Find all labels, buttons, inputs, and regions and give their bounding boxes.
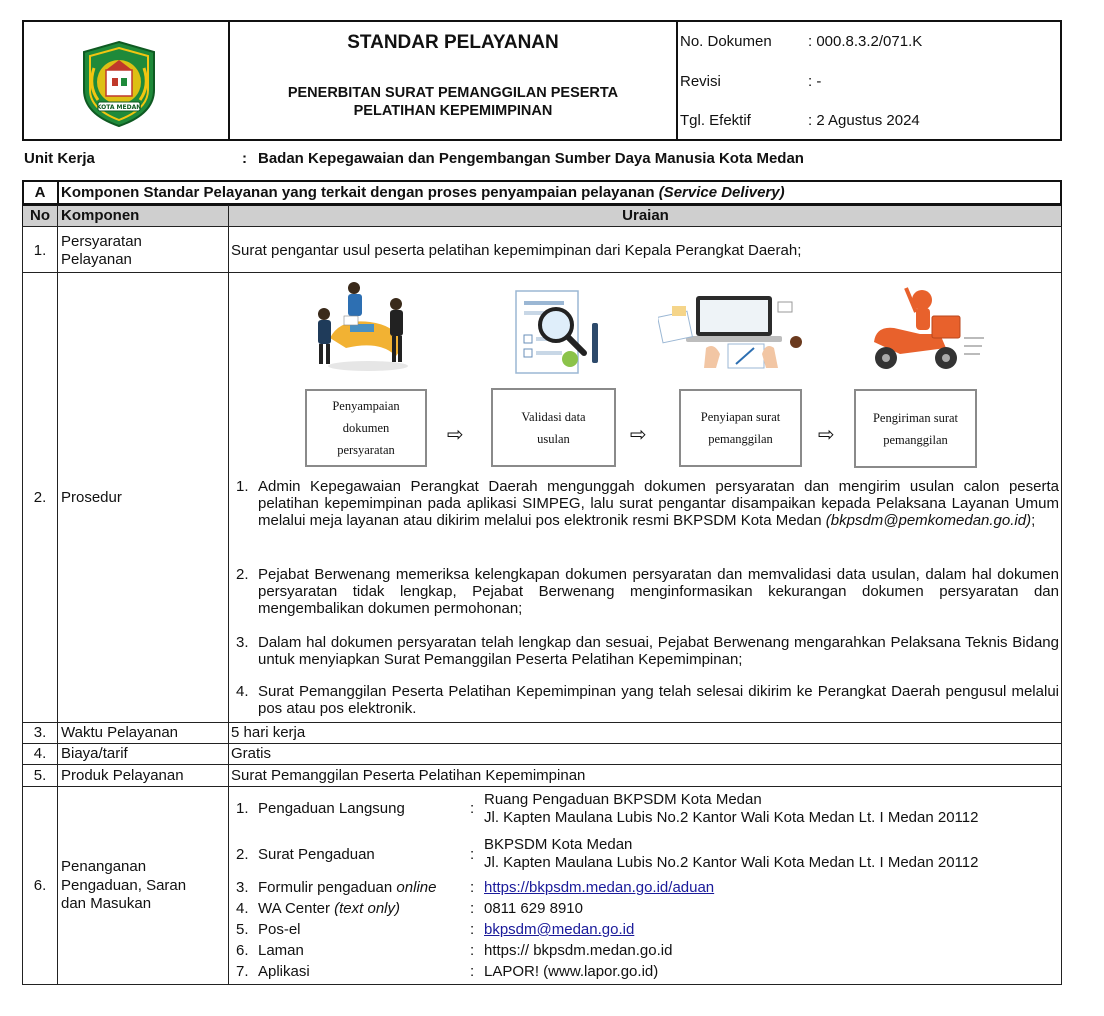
row2-no: 2. — [33, 489, 47, 506]
logo-banner-text: KOTA MEDAN — [96, 104, 142, 111]
step-4-text: Surat Pemanggilan Peserta Pelatihan Kepemimpinan yang telah selesai dikirim ke Perangkat Daerah pengusul melalui pos atau pos elektronik. — [258, 683, 1059, 717]
channel-3-colon: : — [470, 879, 475, 896]
flow-arrow-icon: ⇨ — [447, 422, 464, 446]
flow-arrow-icon: ⇨ — [818, 422, 835, 446]
step-1-number: 1. — [236, 478, 249, 495]
delivery-scooter-illustration — [860, 278, 988, 382]
channel-3-number: 3. — [236, 879, 249, 896]
lapor-app: LAPOR! (www.lapor.go.id) — [484, 963, 659, 980]
channel-6-number: 6. — [236, 942, 249, 959]
channel-5-number: 5. — [236, 921, 249, 938]
row-line-2 — [22, 722, 1062, 723]
row5-komponen: Produk Pelayanan — [61, 767, 184, 784]
channel-3-label-text: Formulir pengaduan — [258, 879, 397, 896]
channel-2-value-line2: Jl. Kapten Maulana Lubis No.2 Kantor Wali Kota Medan Lt. I Medan 20112 — [484, 854, 979, 871]
channel-3-label — [258, 879, 436, 897]
row-line-3 — [22, 743, 1062, 744]
flow-step-pengiriman — [854, 389, 977, 468]
tgl-efektif-value: : 2 Agustus 2024 — [808, 112, 920, 129]
page-title: STANDAR PELAYANAN — [347, 32, 559, 53]
channel-5-colon: : — [470, 921, 475, 938]
channel-2-value-line1: BKPSDM Kota Medan — [484, 836, 633, 853]
row1-no: 1. — [33, 242, 47, 259]
row2-komponen: Prosedur — [61, 489, 122, 506]
flow-box2-line2: usulan — [537, 431, 570, 446]
row4-komponen: Biaya/tarif — [61, 745, 128, 762]
row3-uraian: 5 hari kerja — [231, 724, 306, 741]
aduan-link[interactable]: https://bkpsdm.medan.go.id/aduan — [484, 879, 715, 896]
email-link[interactable]: bkpsdm@medan.go.id — [484, 921, 635, 938]
step-3-text: Dalam hal dokumen persyaratan telah lengkap dan sesuai, Pejabat Berwenang mengarahkan Pelaksana Teknis Bidang untuk menyiapkan Surat Pemanggilan Peserta Pelatihan Kepemimpinan; — [258, 634, 1059, 668]
flow-box3-line1: Penyiapan surat — [700, 410, 781, 424]
channel-7-label: Aplikasi — [258, 963, 310, 980]
section-title-text: Komponen Standar Pelayanan yang terkait dengan proses penyampaian pelayanan — [61, 184, 659, 201]
website-url: https:// bkpsdm.medan.go.id — [484, 942, 673, 959]
row6-komponen-line3: dan Masukan — [61, 895, 152, 912]
row-line-5 — [22, 786, 1062, 787]
row-line-4 — [22, 764, 1062, 765]
row4-no: 4. — [33, 745, 47, 762]
channel-4-number: 4. — [236, 900, 249, 917]
letter-preparation-illustration — [658, 292, 810, 372]
service-title-line1: PENERBITAN SURAT PEMANGGILAN PESERTA — [287, 85, 619, 101]
row6-no: 6. — [33, 877, 47, 894]
channel-4-label — [258, 900, 400, 918]
col-header-komponen: Komponen — [61, 207, 140, 224]
wa-center-number: 0811 629 8910 — [484, 900, 583, 917]
flow-box3-line2: pemanggilan — [708, 432, 773, 446]
channel-2-colon: : — [470, 846, 475, 863]
step-1-text — [258, 478, 1059, 529]
col-header-uraian: Uraian — [622, 207, 669, 224]
unit-kerja-label: Unit Kerja — [24, 150, 95, 167]
channel-7-colon: : — [470, 963, 475, 980]
row3-no: 3. — [33, 724, 47, 741]
flow-box1-line3: persyaratan — [337, 443, 395, 457]
channel-1-colon: : — [470, 800, 475, 817]
col-line-2 — [228, 205, 229, 985]
doc-no-label: No. Dokumen — [680, 33, 772, 50]
tgl-efektif-label: Tgl. Efektif — [680, 112, 751, 129]
channel-7-number: 7. — [236, 963, 249, 980]
step-2-number: 2. — [236, 566, 249, 583]
flow-box1-line1: Penyampaian — [332, 399, 400, 413]
flow-step-validasi — [491, 388, 616, 467]
channel-4-label-italic: (text only) — [334, 900, 400, 917]
step-3-number: 3. — [236, 634, 249, 651]
row5-uraian: Surat Pemanggilan Peserta Pelatihan Kepemimpinan — [231, 767, 586, 784]
col-header-no: No — [30, 207, 50, 224]
step-1-end: ; — [1031, 512, 1036, 529]
people-service-illustration — [310, 278, 422, 374]
flow-box2-line1: Validasi data — [521, 409, 586, 424]
flow-box4-line2: pemanggilan — [883, 432, 948, 447]
section-letter: A — [34, 184, 46, 201]
channel-6-colon: : — [470, 942, 475, 959]
row6-komponen-line2: Pengaduan, Saran — [61, 877, 187, 894]
flow-box1-line2: dokumen — [342, 421, 390, 435]
col-line-1 — [57, 205, 58, 985]
channel-6-label: Laman — [258, 942, 304, 959]
flow-box4-line1: Pengiriman surat — [872, 410, 959, 425]
channel-1-number: 1. — [236, 800, 249, 817]
row-line-1 — [22, 272, 1062, 273]
row6-komponen-line1: Penanganan — [61, 858, 147, 875]
revisi-label: Revisi — [680, 73, 721, 90]
step-1-body: Admin Kepegawaian Perangkat Daerah mengunggah dokumen persyaratan dan mengirim usulan calon peserta pelatihan kepemimpinan pada aplikasi SIMPEG, lalu surat pengantar disampaikan kepada Pelaksana Layanan Umum melalui meja layanan atau dikirim melalui pos elektronik resmi BKPSDM Kota Medan — [258, 478, 1059, 529]
section-title — [61, 184, 785, 202]
row3-komponen: Waktu Pelayanan — [61, 724, 179, 741]
channel-1-value-line2: Jl. Kapten Maulana Lubis No.2 Kantor Wali Kota Medan Lt. I Medan 20112 — [484, 809, 979, 826]
document-search-illustration — [508, 283, 604, 379]
unit-kerja-colon: : — [242, 150, 247, 167]
service-title-line2: PELATIHAN KEPEMIMPINAN — [353, 103, 553, 119]
kota-medan-logo — [76, 38, 162, 130]
flow-step-penyampaian — [305, 389, 427, 467]
row5-no: 5. — [33, 767, 47, 784]
row1-komponen-line2: Pelayanan — [61, 251, 132, 268]
header-divider-2 — [676, 20, 678, 141]
section-title-italic: (Service Delivery) — [658, 184, 785, 201]
flow-step-penyiapan — [679, 389, 802, 467]
unit-kerja-value: Badan Kepegawaian dan Pengembangan Sumber Daya Manusia Kota Medan — [258, 150, 804, 167]
step-4-number: 4. — [236, 683, 249, 700]
channel-4-label-text: WA Center — [258, 900, 335, 917]
flow-arrow-icon: ⇨ — [630, 422, 647, 446]
channel-2-label: Surat Pengaduan — [258, 846, 375, 863]
step-1-email: (bkpsdm@pemkomedan.go.id) — [825, 512, 1032, 529]
step-2-text: Pejabat Berwenang memeriksa kelengkapan dokumen persyaratan dan memvalidasi data usulan, dalam hal dokumen persyaratan tidak lengkap, Pejabat Berwenang menginformasikan kekurangan dokumen persyaratan dan mengembalikan dokumen permohonan; — [258, 566, 1059, 617]
row1-uraian: Surat pengantar usul peserta pelatihan kepemimpinan dari Kepala Perangkat Daerah; — [231, 242, 802, 259]
channel-1-label: Pengaduan Langsung — [258, 800, 405, 817]
revisi-value: : - — [808, 73, 822, 90]
doc-no-value: : 000.8.3.2/071.K — [808, 33, 923, 50]
channel-5-label: Pos-el — [258, 921, 301, 938]
channel-3-label-italic: online — [396, 879, 437, 896]
row1-komponen-line1: Persyaratan — [61, 233, 142, 250]
channel-1-value-line1: Ruang Pengaduan BKPSDM Kota Medan — [484, 791, 762, 808]
row4-uraian: Gratis — [231, 745, 272, 762]
channel-2-number: 2. — [236, 846, 249, 863]
channel-4-colon: : — [470, 900, 475, 917]
